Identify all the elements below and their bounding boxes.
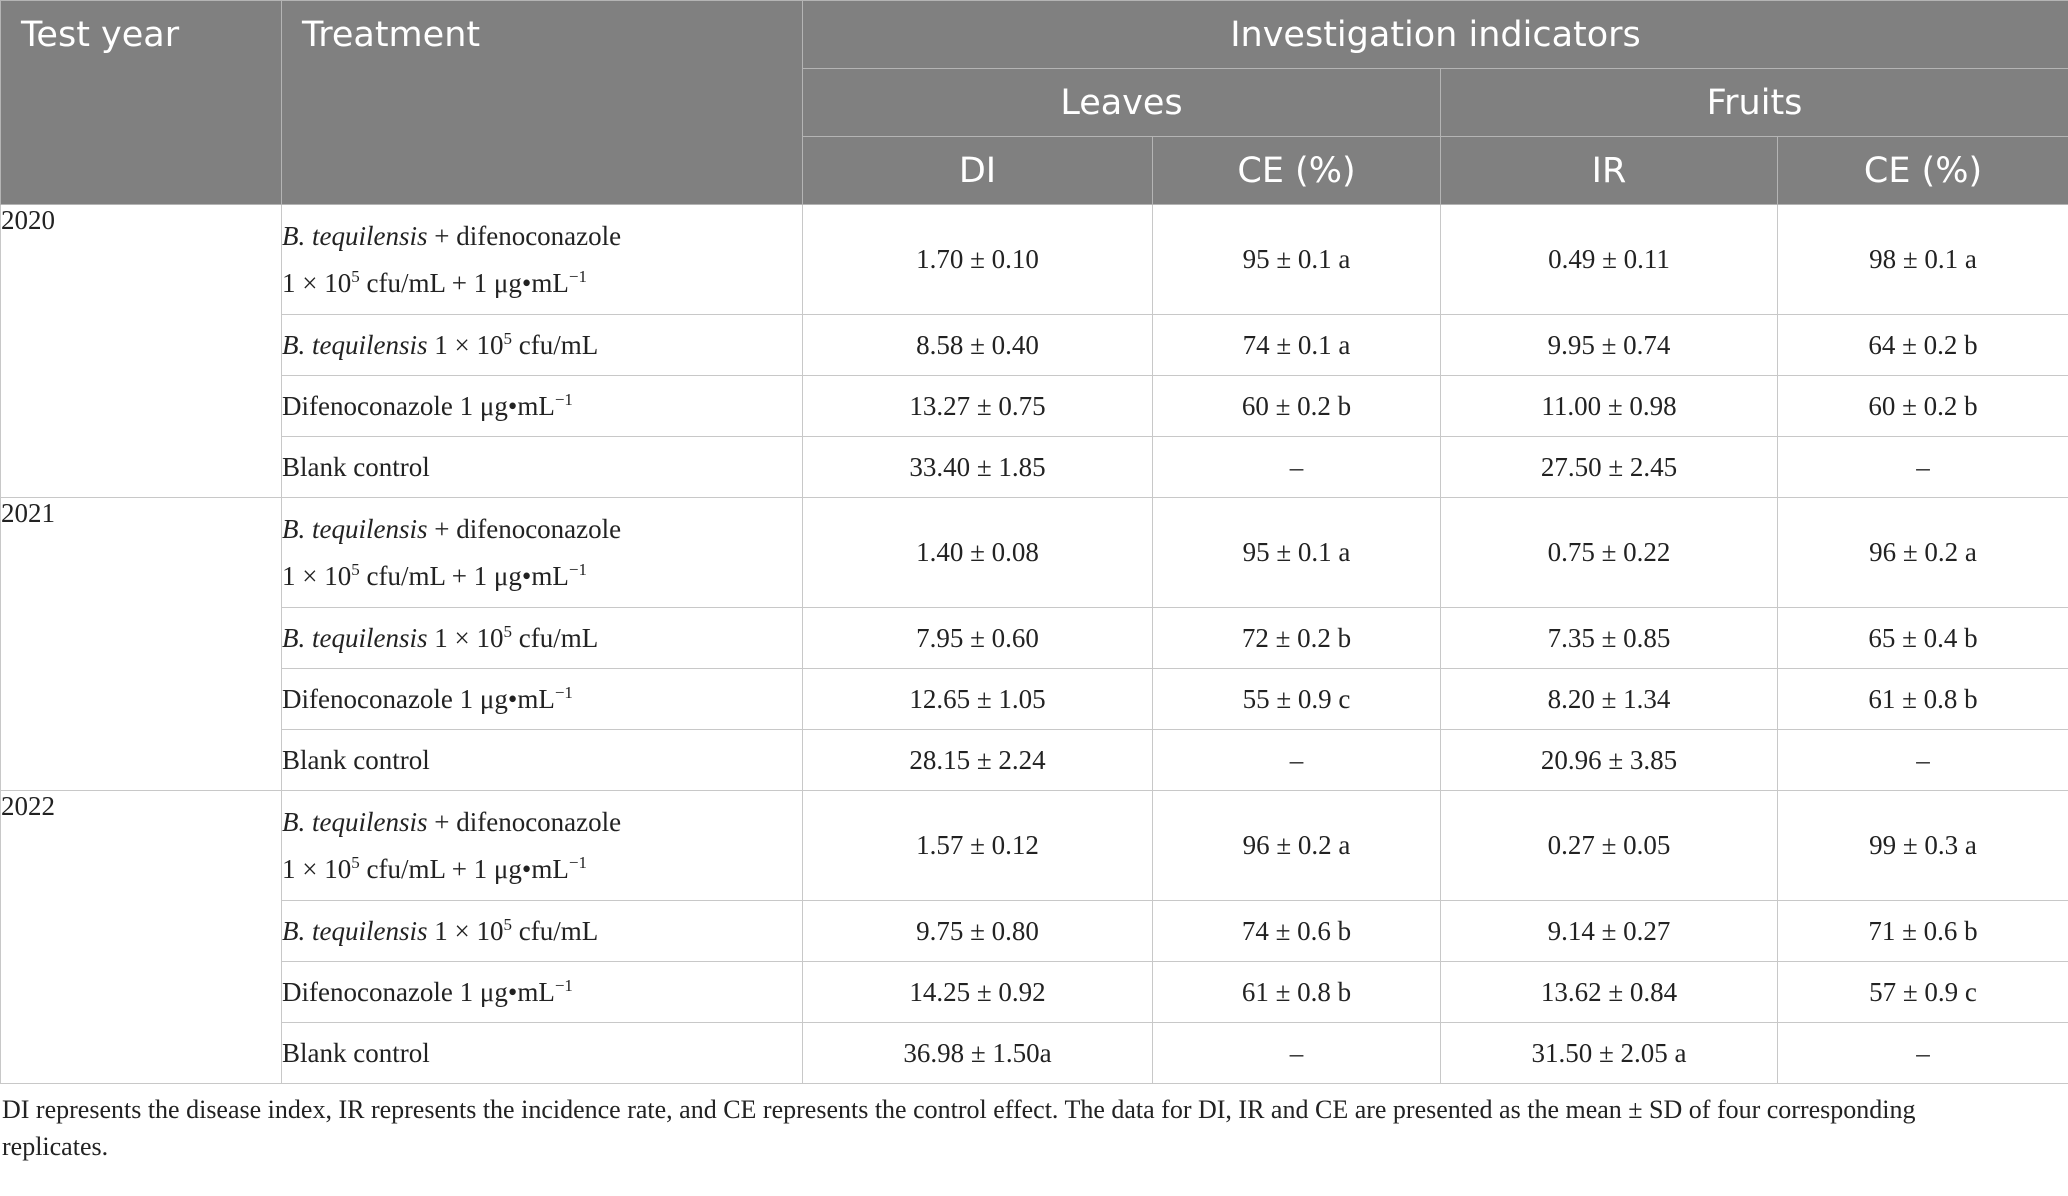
ce-fruits-cell: 60 ± 0.2 b — [1778, 376, 2068, 437]
header-ce-leaves: CE (%) — [1153, 137, 1441, 205]
treatment-dose: 1 × 10 — [427, 329, 504, 360]
treatment-dose-exponent: 5 — [503, 914, 512, 934]
treatment-name-rest: + difenoconazole — [427, 220, 622, 251]
treatment-cell-bt — [282, 315, 803, 376]
treatment-cell-bt — [282, 901, 803, 962]
treatment-dose: 1 × 10 — [282, 560, 352, 591]
treatment-cell-blank: Blank control — [282, 1023, 803, 1084]
treatment-name-italic: B. tequilensis — [282, 220, 428, 251]
table-row — [1, 437, 2068, 498]
treatment-dose-rest: cfu/mL — [511, 915, 599, 946]
ir-cell: 27.50 ± 2.45 — [1441, 437, 1778, 498]
ce-leaves-cell: 96 ± 0.2 a — [1153, 791, 1441, 901]
table-row — [1, 608, 2068, 669]
table-row — [1, 376, 2068, 437]
treatment-dose-exponent: −1 — [568, 852, 587, 872]
treatment-name-italic: B. tequilensis — [282, 806, 428, 837]
ir-cell: 9.14 ± 0.27 — [1441, 901, 1778, 962]
ir-cell: 0.27 ± 0.05 — [1441, 791, 1778, 901]
di-cell: 9.75 ± 0.80 — [803, 901, 1153, 962]
ce-fruits-cell: 65 ± 0.4 b — [1778, 608, 2068, 669]
table-row — [1, 498, 2068, 608]
header-leaves: Leaves — [803, 69, 1441, 137]
table-row — [1, 205, 2068, 315]
treatment-dose-rest: cfu/mL + 1 μg•mL — [359, 560, 569, 591]
treatment-cell-blank: Blank control — [282, 437, 803, 498]
header-test-year: Test year — [1, 1, 282, 205]
ce-leaves-cell: 60 ± 0.2 b — [1153, 376, 1441, 437]
di-cell: 8.58 ± 0.40 — [803, 315, 1153, 376]
treatment-dose: 1 × 10 — [282, 267, 352, 298]
treatment-name-italic: B. tequilensis — [282, 329, 428, 360]
header-ce-fruits: CE (%) — [1778, 137, 2068, 205]
treatment-dose-exponent: −1 — [568, 266, 587, 286]
year-cell: 2021 — [1, 498, 282, 791]
treatment-name-italic: B. tequilensis — [282, 915, 428, 946]
table-row — [1, 730, 2068, 791]
ce-fruits-cell: 96 ± 0.2 a — [1778, 498, 2068, 608]
ir-cell: 9.95 ± 0.74 — [1441, 315, 1778, 376]
ir-cell: 31.50 ± 2.05 a — [1441, 1023, 1778, 1084]
ce-leaves-cell: – — [1153, 730, 1441, 791]
ce-leaves-cell: 74 ± 0.6 b — [1153, 901, 1441, 962]
year-cell: 2020 — [1, 205, 282, 498]
ce-leaves-cell: 72 ± 0.2 b — [1153, 608, 1441, 669]
treatment-dose: 1 × 10 — [282, 853, 352, 884]
ir-cell: 20.96 ± 3.85 — [1441, 730, 1778, 791]
treatment-dose-rest: cfu/mL — [511, 622, 599, 653]
di-cell: 1.70 ± 0.10 — [803, 205, 1153, 315]
ce-fruits-cell: 57 ± 0.9 c — [1778, 962, 2068, 1023]
treatment-name-rest: + difenoconazole — [427, 806, 622, 837]
ir-cell: 11.00 ± 0.98 — [1441, 376, 1778, 437]
di-cell: 33.40 ± 1.85 — [803, 437, 1153, 498]
header-investigation-indicators: Investigation indicators — [803, 1, 2068, 69]
ce-leaves-cell: 55 ± 0.9 c — [1153, 669, 1441, 730]
treatment-dose-exponent: 5 — [503, 328, 512, 348]
ce-leaves-cell: 74 ± 0.1 a — [1153, 315, 1441, 376]
ce-fruits-cell: – — [1778, 730, 2068, 791]
treatment-dose-exponent: −1 — [554, 682, 573, 702]
ce-fruits-cell: 99 ± 0.3 a — [1778, 791, 2068, 901]
di-cell: 1.40 ± 0.08 — [803, 498, 1153, 608]
ce-fruits-cell: 64 ± 0.2 b — [1778, 315, 2068, 376]
header-fruits: Fruits — [1441, 69, 2068, 137]
ce-fruits-cell: – — [1778, 437, 2068, 498]
treatment-cell-combination — [282, 498, 803, 608]
treatment-cell-blank: Blank control — [282, 730, 803, 791]
ce-leaves-cell: – — [1153, 1023, 1441, 1084]
ce-leaves-cell: 95 ± 0.1 a — [1153, 205, 1441, 315]
treatment-dose: 1 × 10 — [427, 622, 504, 653]
di-cell: 14.25 ± 0.92 — [803, 962, 1153, 1023]
treatment-dose-rest: cfu/mL + 1 μg•mL — [359, 853, 569, 884]
table-row — [1, 791, 2068, 901]
treatment-dose-exponent: −1 — [554, 389, 573, 409]
ir-cell: 7.35 ± 0.85 — [1441, 608, 1778, 669]
ce-fruits-cell: 71 ± 0.6 b — [1778, 901, 2068, 962]
treatment-cell-difenoconazole — [282, 962, 803, 1023]
treatment-cell-combination — [282, 205, 803, 315]
treatment-dose-exponent: −1 — [554, 975, 573, 995]
treatment-dose-exponent: −1 — [568, 559, 587, 579]
table-footnote: DI represents the disease index, IR represents the incidence rate, and CE represents the control effect. The data for DI, IR and CE are presented as the mean ± SD of four corresponding replicates. — [2, 1095, 1916, 1161]
header-treatment: Treatment — [282, 1, 803, 205]
ir-cell: 8.20 ± 1.34 — [1441, 669, 1778, 730]
treatment-dose-exponent: 5 — [351, 559, 360, 579]
ce-fruits-cell: 61 ± 0.8 b — [1778, 669, 2068, 730]
ce-leaves-cell: – — [1153, 437, 1441, 498]
table-body — [1, 205, 2068, 1084]
di-cell: 36.98 ± 1.50a — [803, 1023, 1153, 1084]
treatment-dose-exponent: 5 — [503, 621, 512, 641]
ce-leaves-cell: 95 ± 0.1 a — [1153, 498, 1441, 608]
table-header — [1, 1, 2068, 205]
year-cell: 2022 — [1, 791, 282, 1084]
ir-cell: 13.62 ± 0.84 — [1441, 962, 1778, 1023]
table-row — [1, 901, 2068, 962]
treatment-dose-rest: cfu/mL + 1 μg•mL — [359, 267, 569, 298]
treatment-cell-difenoconazole — [282, 669, 803, 730]
table-row — [1, 962, 2068, 1023]
header-ir: IR — [1441, 137, 1778, 205]
treatment-dose-exponent: 5 — [351, 266, 360, 286]
di-cell: 12.65 ± 1.05 — [803, 669, 1153, 730]
treatment-name-italic: B. tequilensis — [282, 513, 428, 544]
table-row — [1, 1023, 2068, 1084]
treatment-name: Difenoconazole 1 μg•mL — [282, 683, 555, 714]
treatment-dose: 1 × 10 — [427, 915, 504, 946]
treatment-name-rest: + difenoconazole — [427, 513, 622, 544]
ce-fruits-cell: 98 ± 0.1 a — [1778, 205, 2068, 315]
treatment-name: Difenoconazole 1 μg•mL — [282, 390, 555, 421]
di-cell: 28.15 ± 2.24 — [803, 730, 1153, 791]
di-cell: 1.57 ± 0.12 — [803, 791, 1153, 901]
treatment-cell-difenoconazole — [282, 376, 803, 437]
table-row — [1, 315, 2068, 376]
treatment-cell-combination — [282, 791, 803, 901]
ce-leaves-cell: 61 ± 0.8 b — [1153, 962, 1441, 1023]
di-cell: 13.27 ± 0.75 — [803, 376, 1153, 437]
table-row — [1, 669, 2068, 730]
treatment-cell-bt — [282, 608, 803, 669]
header-di: DI — [803, 137, 1153, 205]
treatment-dose-exponent: 5 — [351, 852, 360, 872]
ir-cell: 0.49 ± 0.11 — [1441, 205, 1778, 315]
treatment-name: Difenoconazole 1 μg•mL — [282, 976, 555, 1007]
ir-cell: 0.75 ± 0.22 — [1441, 498, 1778, 608]
treatment-dose-rest: cfu/mL — [511, 329, 599, 360]
treatment-name-italic: B. tequilensis — [282, 622, 428, 653]
ce-fruits-cell: – — [1778, 1023, 2068, 1084]
di-cell: 7.95 ± 0.60 — [803, 608, 1153, 669]
